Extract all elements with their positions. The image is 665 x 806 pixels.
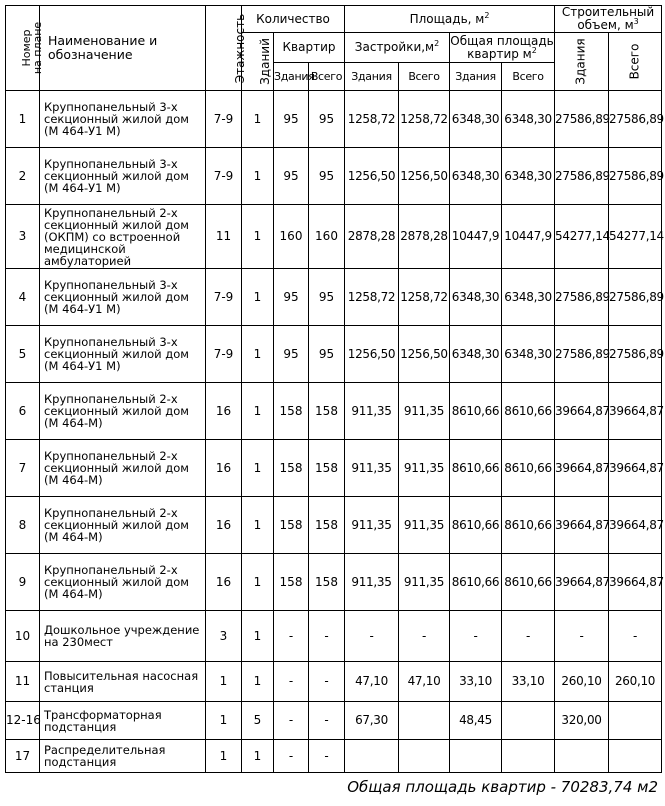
row-vol-building: - [555,611,609,662]
header-area-building-2: Здания [450,63,502,91]
row-buildings: 1 [242,611,274,662]
row-buildings: 1 [242,269,274,326]
row-tot-building: 8610,66 [450,440,502,497]
row-num: 2 [6,148,40,205]
row-built-total: 911,35 [399,497,450,554]
header-area-total-2: Всего [502,63,555,91]
row-vol-building: 320,00 [555,702,609,740]
row-built-building: 911,35 [345,497,399,554]
row-vol-total: 27586,89 [609,148,662,205]
table-row [6,91,662,148]
row-tot-building: - [450,611,502,662]
row-floors: 7-9 [206,148,242,205]
row-vol-total: 39664,87 [609,383,662,440]
header-area-total-1: Всего [399,63,450,91]
row-vol-total: 27586,89 [609,269,662,326]
header-apt-building: Здания [274,63,309,91]
row-vol-building: 39664,87 [555,497,609,554]
total-apartment-area: Общая площадь квартир - 70283,74 м2 [347,778,658,796]
row-buildings: 1 [242,205,274,269]
row-name: Крупнопанельный 2-х секционный жилой дом (М 464-М) [40,383,206,440]
row-apt-total: - [309,611,345,662]
row-floors: 1 [206,702,242,740]
row-vol-building: 39664,87 [555,554,609,611]
row-built-total: 47,10 [399,662,450,702]
row-num: 17 [6,740,40,773]
row-apt-building: - [274,740,309,773]
header-apt-total: Всего [309,63,345,91]
header-area-building-1: Здания [345,63,399,91]
header-apartments: Квартир [274,33,345,63]
row-apt-building: - [274,702,309,740]
row-floors: 16 [206,554,242,611]
row-tot-total: 6348,30 [502,326,555,383]
row-buildings: 1 [242,497,274,554]
row-apt-building: 160 [274,205,309,269]
row-floors: 1 [206,740,242,773]
row-buildings: 1 [242,662,274,702]
row-apt-total: 158 [309,497,345,554]
row-apt-building: 158 [274,383,309,440]
table-row [6,662,662,702]
row-tot-total: 6348,30 [502,148,555,205]
row-floors: 1 [206,662,242,702]
row-built-total: 1256,50 [399,326,450,383]
table-row [6,497,662,554]
row-num: 6 [6,383,40,440]
row-apt-total: 95 [309,148,345,205]
row-vol-building: 27586,89 [555,91,609,148]
row-tot-building: 6348,30 [450,148,502,205]
row-built-building: 2878,28 [345,205,399,269]
row-vol-total: 27586,89 [609,326,662,383]
header-floors: Этажность [206,6,242,91]
row-floors: 16 [206,383,242,440]
row-apt-total: 95 [309,269,345,326]
row-num: 5 [6,326,40,383]
row-vol-building: 39664,87 [555,383,609,440]
row-name: Крупнопанельный 3-х секционный жилой дом (М 464-У1 М) [40,326,206,383]
row-built-building: 911,35 [345,383,399,440]
row-apt-building: - [274,611,309,662]
row-apt-total: - [309,702,345,740]
row-tot-total: 33,10 [502,662,555,702]
table-row [6,702,662,740]
row-floors: 16 [206,440,242,497]
row-built-building: 67,30 [345,702,399,740]
row-tot-building: 6348,30 [450,269,502,326]
row-buildings: 1 [242,91,274,148]
row-tot-building: 10447,9 [450,205,502,269]
row-vol-total: 27586,89 [609,91,662,148]
row-tot-building: 6348,30 [450,91,502,148]
row-floors: 7-9 [206,326,242,383]
row-vol-total: - [609,611,662,662]
buildings-table [5,5,662,773]
row-tot-total [502,702,555,740]
row-vol-total [609,740,662,773]
table-row [6,440,662,497]
row-tot-total: 6348,30 [502,269,555,326]
row-tot-total: 8610,66 [502,554,555,611]
row-vol-building: 27586,89 [555,326,609,383]
row-vol-total: 39664,87 [609,554,662,611]
row-apt-total: - [309,662,345,702]
table-row [6,148,662,205]
row-floors: 3 [206,611,242,662]
row-num: 7 [6,440,40,497]
row-vol-building [555,740,609,773]
row-tot-total: - [502,611,555,662]
row-vol-total [609,702,662,740]
row-built-total [399,702,450,740]
table-row [6,611,662,662]
row-tot-building: 48,45 [450,702,502,740]
table-row [6,554,662,611]
row-buildings: 1 [242,326,274,383]
row-num: 9 [6,554,40,611]
row-name: Крупнопанельный 3-х секционный жилой дом (М 464-У1 М) [40,148,206,205]
row-vol-total: 260,10 [609,662,662,702]
row-tot-total: 6348,30 [502,91,555,148]
row-apt-building: 158 [274,497,309,554]
row-name: Трансформаторная подстанция [40,702,206,740]
row-vol-building: 54277,14 [555,205,609,269]
row-tot-building: 33,10 [450,662,502,702]
header-vol-building: Здания [555,33,609,91]
header-volume: Строительный объем, $м^3$ [555,6,662,33]
table-row [6,740,662,773]
row-floors: 16 [206,497,242,554]
row-name: Распределительная подстанция [40,740,206,773]
row-name: Крупнопанельный 2-х секционный жилой дом (М 464-М) [40,440,206,497]
row-vol-total: 39664,87 [609,440,662,497]
row-built-building: 911,35 [345,440,399,497]
header-area: Площадь, $м^2$ [345,6,555,33]
header-buildings: Зданий [242,33,274,91]
row-built-total [399,740,450,773]
row-tot-building: 8610,66 [450,554,502,611]
row-built-building: 47,10 [345,662,399,702]
row-vol-building: 260,10 [555,662,609,702]
row-tot-total: 8610,66 [502,383,555,440]
row-built-total: 911,35 [399,440,450,497]
row-buildings: 1 [242,383,274,440]
row-apt-building: - [274,662,309,702]
header-vol-total: Всего [609,33,662,91]
row-buildings: 1 [242,740,274,773]
row-num: 8 [6,497,40,554]
row-num: 10 [6,611,40,662]
row-built-total: 1258,72 [399,269,450,326]
row-name: Крупнопанельный 2-х секционный жилой дом (ОКПМ) со встроенной медицинской амбулаторией [40,205,206,269]
row-tot-total: 8610,66 [502,497,555,554]
row-apt-total: 158 [309,554,345,611]
header-built-area: $Застройки,м^2$ [345,33,450,63]
row-buildings: 1 [242,554,274,611]
row-apt-total: 95 [309,326,345,383]
row-tot-total: 10447,9 [502,205,555,269]
row-built-building [345,740,399,773]
row-apt-total: 158 [309,440,345,497]
row-buildings: 1 [242,148,274,205]
row-apt-total: 95 [309,91,345,148]
row-num: 3 [6,205,40,269]
row-name: Повысительная насосная станция [40,662,206,702]
row-built-total: 911,35 [399,383,450,440]
row-floors: 11 [206,205,242,269]
row-name: Крупнопанельный 3-х секционный жилой дом (М 464-У1 М) [40,91,206,148]
row-tot-building: 8610,66 [450,497,502,554]
row-tot-building: 8610,66 [450,383,502,440]
row-buildings: 1 [242,440,274,497]
table-row [6,205,662,269]
row-apt-total: - [309,740,345,773]
header-num-on-plan: Номер на плане [6,6,40,91]
row-num: 1 [6,91,40,148]
row-apt-building: 95 [274,91,309,148]
row-vol-building: 27586,89 [555,269,609,326]
row-built-total: 1258,72 [399,91,450,148]
row-num: 11 [6,662,40,702]
row-floors: 7-9 [206,269,242,326]
row-built-total: 1256,50 [399,148,450,205]
row-vol-total: 54277,14 [609,205,662,269]
row-floors: 7-9 [206,91,242,148]
row-built-total: - [399,611,450,662]
row-built-building: 1256,50 [345,148,399,205]
row-apt-building: 95 [274,148,309,205]
row-apt-total: 158 [309,383,345,440]
header-total-apt-area: Общая площадь квартир $м^2$ [450,33,554,61]
row-tot-total: 8610,66 [502,440,555,497]
row-num: 12-16 [6,702,40,740]
row-name: Крупнопанельный 2-х секционный жилой дом (М 464-М) [40,554,206,611]
row-built-total: 2878,28 [399,205,450,269]
row-name: Дошкольное учреждение на 230мест [40,611,206,662]
row-apt-building: 158 [274,554,309,611]
header-quantity: Количество [242,6,345,33]
row-apt-building: 158 [274,440,309,497]
table-row [6,383,662,440]
row-built-building: - [345,611,399,662]
row-built-building: 1256,50 [345,326,399,383]
row-buildings: 5 [242,702,274,740]
row-apt-building: 95 [274,326,309,383]
table-row [6,269,662,326]
row-tot-building [450,740,502,773]
row-name: Крупнопанельный 2-х секционный жилой дом (М 464-М) [40,497,206,554]
row-num: 4 [6,269,40,326]
row-built-building: 911,35 [345,554,399,611]
row-name: Крупнопанельный 3-х секционный жилой дом (М 464-У1 М) [40,269,206,326]
row-vol-building: 27586,89 [555,148,609,205]
row-apt-building: 95 [274,269,309,326]
row-vol-building: 39664,87 [555,440,609,497]
row-tot-total [502,740,555,773]
row-vol-total: 39664,87 [609,497,662,554]
row-built-building: 1258,72 [345,91,399,148]
table-row [6,326,662,383]
row-built-building: 1258,72 [345,269,399,326]
row-apt-total: 160 [309,205,345,269]
row-tot-building: 6348,30 [450,326,502,383]
header-name: Наименование и обозначение [40,6,206,91]
row-built-total: 911,35 [399,554,450,611]
